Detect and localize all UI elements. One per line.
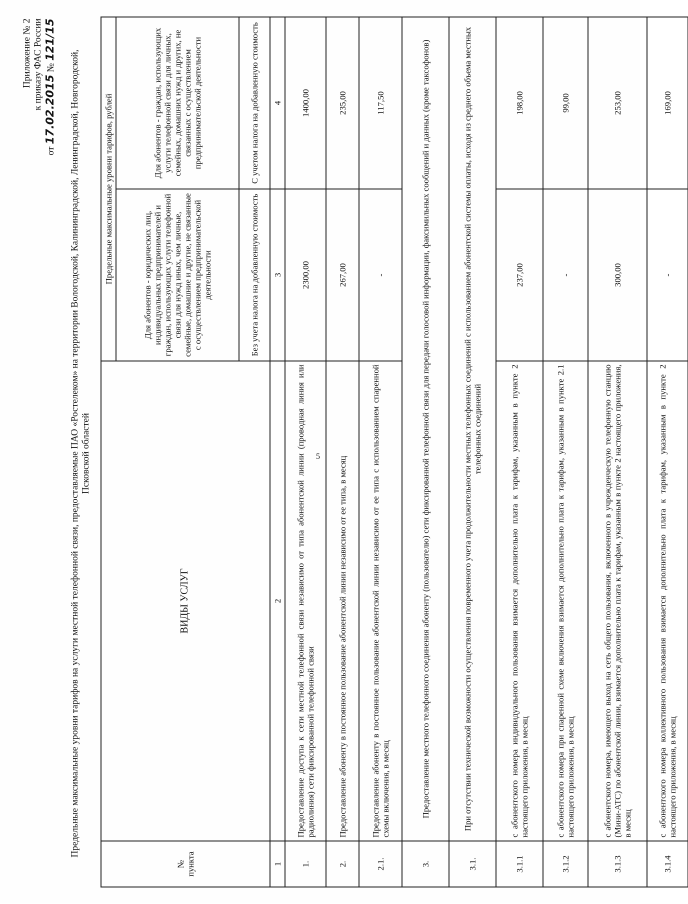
- table-row: 2.1. Предоставление абоненту в постоянное пользование абонентской линии независимо от ее типа с использованием спаренной схемы включения, в месяц - 117,50: [359, 17, 402, 887]
- rotated-content: [0, 1, 677, 904]
- appendix-title: Приложение № 2: [22, 18, 32, 89]
- header-max-levels: Предельные максимальные уровни тарифов, рублей: [101, 17, 116, 361]
- header-citizens: Для абонентов - граждан, использующих услуги телефонной связи для личных, семейных, домашних нужд и других, не связанных с осуществлением предпринимательской деятельности: [116, 17, 239, 189]
- section-row: 3.1. При отсутствии технической возможности осуществления повременного учета продолжительности местных телефонных соединений с использованием абонентской системы оплаты, исходя из среднего объема местных телефонных соединений: [449, 17, 496, 887]
- table-row: 3.1.4 с абонентского номера коллективного пользования взимается дополнительно плата к тарифам, указанным в пункте 2 настоящего приложения, в месяц - 169,00: [647, 17, 688, 887]
- appendix-order: к приказу ФАС России: [33, 18, 43, 111]
- table-row: 3.1.3 с абонентского номера, имеющего выход на сеть общего пользования, включенного в учрежденческую телефонную станцию (Мини-АТС) по абонентской линии, взимается дополнительно плата к тарифам, указанным в пункте 2 настоящего приложения, в месяц 300,00 253,00: [588, 17, 647, 887]
- document-title: Предельные максимальные уровни тарифов на услуги местной телефонной связи, предоставляемые ПАО «Ростелеком» на территории Вологодской, Калининградской, Ленинградской, Новгородской, Псковской областей: [70, 49, 91, 858]
- table-row: 3.1.2 с абонентского номера при спаренной схеме включения взимается дополнительно плата к тарифам, указанным в пункте 2.1 настоящего приложения, в месяц - 99,00: [543, 17, 588, 887]
- section-row: 3. Предоставление местного телефонного соединения абоненту (пользователю) сети фиксированной телефонной связи для передачи голосовой информации, факсимильных сообщений и данных (кроме таксофонов): [402, 17, 449, 887]
- header-legal: Для абонентов - юридических лиц, индивидуальных предпринимателей и граждан, использующих услуги телефонной связи для нужд иных, чем личные, семейные, домашние и другие, не связанные с осуществлением предпринимательской деятельности: [116, 189, 239, 361]
- table-header-row-1: [101, 17, 116, 887]
- appendix-date-line: от 17.02.2015 № 121/15: [43, 18, 56, 156]
- handwritten-date: 17.02.2015: [43, 74, 56, 145]
- page-number: 5: [316, 452, 320, 461]
- column-numbers-row: 1 2 3 4: [270, 17, 285, 887]
- table-row: 2. Предоставление абоненту в постоянное пользование абонентской линии независимо от ее типа, в месяц 267,00 235,00: [326, 17, 359, 887]
- handwritten-number: 121/15: [43, 18, 56, 61]
- header-num: № пункта: [101, 841, 270, 887]
- header-with-vat: С учетом налога на добавленную стоимость: [239, 17, 270, 189]
- appendix-block: [22, 19, 57, 156]
- table-row: 1. Предоставление доступа к сети местной телефонной связи независимо от типа абонентской линии (проводная линия или радиолиния) сети фиксированной телефонной связи 2300,00 1400,00: [285, 17, 326, 887]
- table-row: 3.1.1 с абонентского номера индивидуального пользования взимается дополнительно плата к тарифам, указанным в пункте 2 настоящего приложения, в месяц 237,00 198,00: [496, 17, 543, 887]
- header-services: ВИДЫ УСЛУГ: [101, 361, 270, 841]
- tariff-table: [100, 16, 688, 887]
- header-without-vat: Без учета налога на добавленную стоимость: [239, 189, 270, 361]
